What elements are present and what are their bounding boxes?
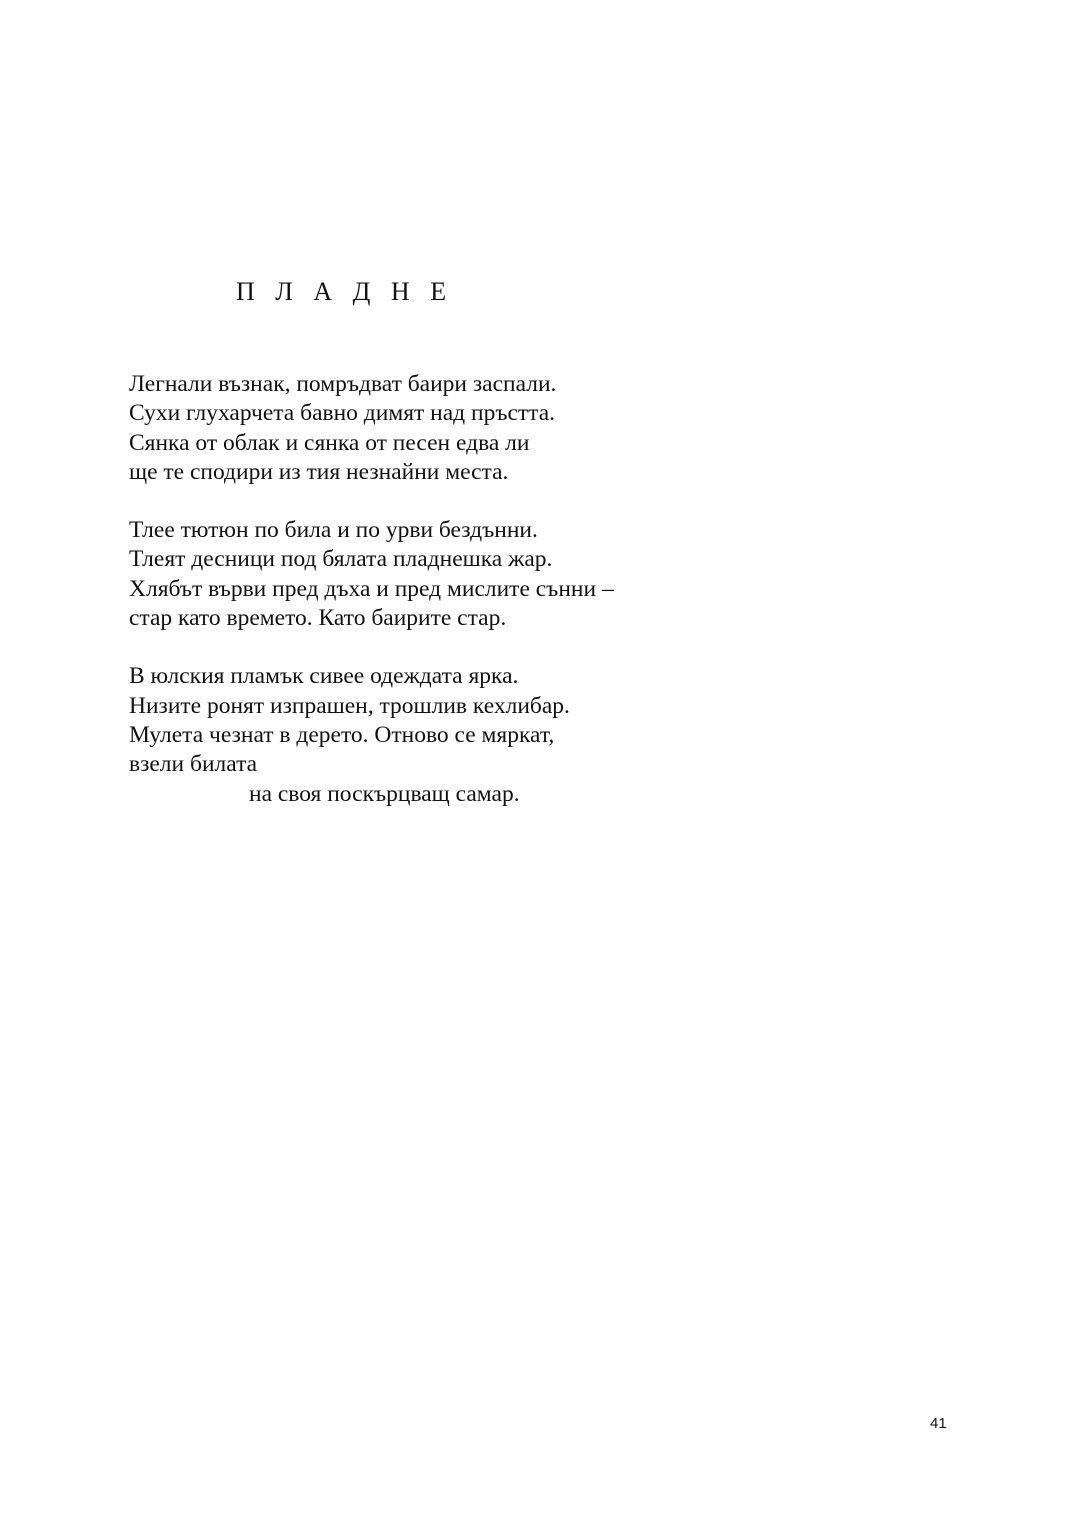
poem-line: Низите ронят изпрашен, трошлив кехлибар. <box>129 692 570 719</box>
stanza-1 <box>129 370 949 487</box>
stanza-2 <box>129 516 949 633</box>
poem-line-indented: на своя поскърцващ самар. <box>249 780 520 807</box>
poem-line: Сухи глухарчета бавно димят над пръстта. <box>129 400 556 427</box>
poem-line: Сянка от облак и сянка от песен едва ли <box>129 429 530 456</box>
poem-line: Тлее тютюн по била и по урви бездънни. <box>129 517 538 544</box>
stanza-3 <box>129 662 949 808</box>
poem-line: Мулета чезнат в дерето. Отново се мяркат, <box>129 721 555 748</box>
poem-line: В юлския пламък сивее одеждата ярка. <box>129 663 519 690</box>
poem-line: Тлеят десници под бялата пладнешка жар. <box>129 546 553 573</box>
poem-title: П Л А Д Н Е <box>236 277 454 306</box>
poem-line: Хлябът върви пред дъха и пред мислите сънни – <box>129 575 614 602</box>
poem-body <box>129 370 949 809</box>
page-number: 41 <box>930 1415 947 1432</box>
poem-line: взели билата <box>129 751 258 778</box>
poem-line: стар като времето. Като баирите стар. <box>129 605 507 632</box>
poem-line: Легнали възнак, помръдват баири заспали. <box>129 371 557 397</box>
poem-line: ще те сподири из тия незнайни места. <box>129 458 509 485</box>
